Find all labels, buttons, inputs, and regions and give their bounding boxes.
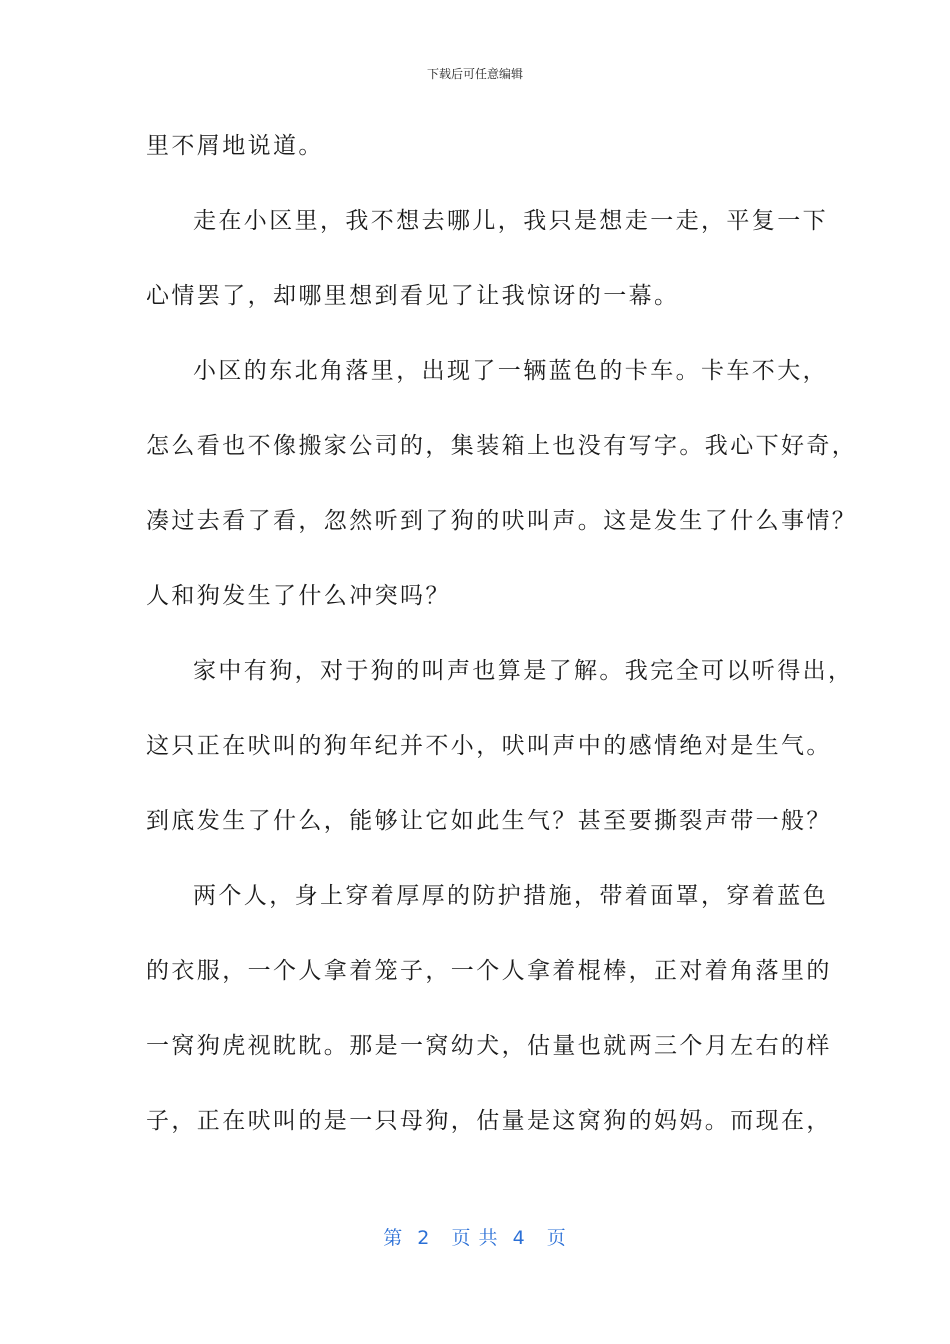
paragraph-line: 两个人，身上穿着厚厚的防护措施，带着面罩，穿着蓝色 [193,883,828,909]
page-number: 第 2 页 共 4 页 [383,1227,567,1249]
paragraph-line: 怎么看也不像搬家公司的，集装箱上也没有写字。我心下好奇， [146,433,858,459]
paragraph-line: 的衣服，一个人拿着笼子，一个人拿着棍棒，正对着角落里的 [146,958,832,984]
paragraph-line: 凑过去看了看，忽然听到了狗的吠叫声。这是发生了什么事情？ [146,508,858,534]
paragraph-line: 人和狗发生了什么冲突吗？ [146,583,451,609]
paragraph-line: 里不屑地说道。 [146,133,324,159]
document-body [146,118,858,1168]
paragraph-line: 到底发生了什么，能够让它如此生气？甚至要撕裂声带一般？ [146,808,832,834]
paragraph-line: 家中有狗，对于狗的叫声也算是了解。我完全可以听得出， [193,658,854,684]
paragraph-line: 这只正在吠叫的狗年纪并不小，吠叫声中的感情绝对是生气。 [146,733,832,759]
paragraph-line: 心情罢了，却哪里想到看见了让我惊讶的一幕。 [146,283,680,309]
paragraph-line: 小区的东北角落里，出现了一辆蓝色的卡车。卡车不大， [193,358,828,384]
paragraph-line: 走在小区里，我不想去哪儿，我只是想走一走，平复一下 [193,208,828,234]
page-header-note: 下载后可任意编辑 [426,67,523,81]
paragraph-line: 子，正在吠叫的是一只母狗，估量是这窝狗的妈妈。而现在， [146,1108,832,1134]
paragraph-line: 一窝狗虎视眈眈。那是一窝幼犬，估量也就两三个月左右的样 [146,1033,832,1059]
